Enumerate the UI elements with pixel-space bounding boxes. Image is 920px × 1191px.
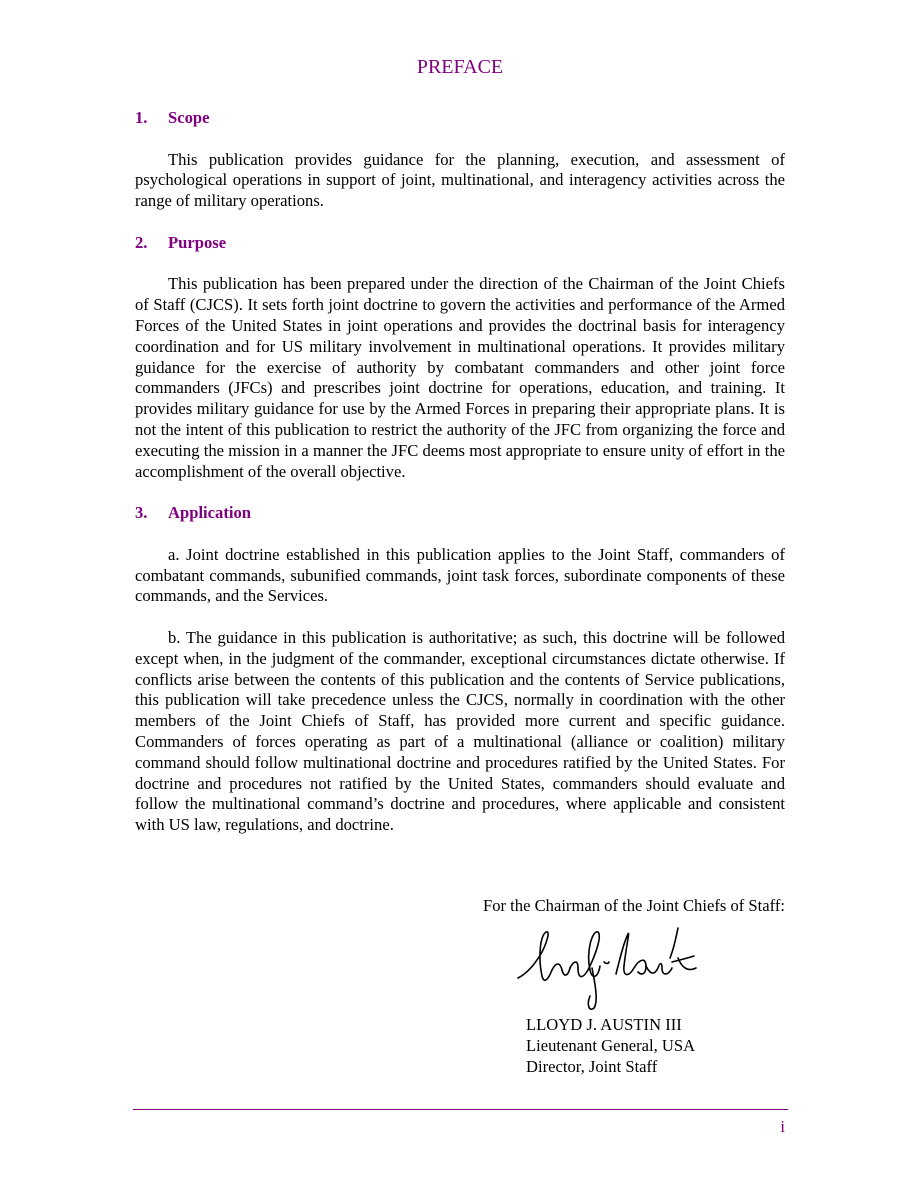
- section-title: Application: [168, 503, 251, 523]
- paragraph: b. The guidance in this publication is authoritative; as such, this doctrine will be followed except when, in the judgment of the commander, exceptional circumstances dictate otherwise. If conflicts arise between the contents of this publication and the contents of Service publications, this publication will take precedence unless the CJCS, normally in coordination with the other members of the Joint Chiefs of Staff, has provided more current and specific guidance. Commanders of forces operating as part of a multinational (alliance or coalition) military command should follow multinational doctrine and procedures ratified by the United States. For doctrine and procedures not ratified by the United States, commanders should evaluate and follow the multinational command’s doctrine and procedures, where applicable and consistent with US law, regulations, and doctrine.: [135, 627, 785, 835]
- section-title: Purpose: [168, 232, 227, 252]
- section-purpose: [135, 233, 785, 483]
- signer-name: LLOYD J. AUSTIN III: [526, 1015, 682, 1034]
- section-number: 3.: [135, 503, 148, 523]
- page-number: i: [780, 1117, 785, 1136]
- paragraph: a. Joint doctrine established in this publication applies to the Joint Staff, commanders of combatant commands, subunified commands, joint task forces, subordinate components of these commands, and the Services.: [135, 544, 785, 606]
- signature-image: [512, 918, 712, 1013]
- document-body: [135, 108, 785, 857]
- section-application: [135, 503, 785, 836]
- paragraph: This publication has been prepared under the direction of the Chairman of the Joint Chiefs of Staff (CJCS). It sets forth joint doctrine to govern the activities and performance of the Armed Forces of the United States in joint operations and provides the doctrinal basis for interagency coordination and for US military involvement in multinational operations. It provides military guidance for the exercise of authority by combatant commanders and other joint force commanders (JFCs) and prescribes joint doctrine for operations, education, and training. It provides military guidance for use by the Armed Forces in preparing their appropriate plans. It is not the intent of this publication to restrict the authority of the JFC from organizing the force and executing the mission in a manner the JFC deems most appropriate to ensure unity of effort in the accomplishment of the overall objective.: [135, 274, 785, 481]
- signoff-line: For the Chairman of the Joint Chiefs of Staff:: [482, 896, 785, 915]
- section-number: 1.: [135, 108, 148, 127]
- paragraph: This publication provides guidance for the planning, execution, and assessment of psychological operations in support of joint, multinational, and interagency activities across the range of military operations.: [135, 149, 785, 211]
- footer-divider: [133, 1109, 788, 1110]
- section-number: 2.: [135, 232, 148, 252]
- signer-block: [526, 1015, 695, 1077]
- page-title: PREFACE: [416, 56, 504, 78]
- signer-rank: Lieutenant General, USA: [526, 1035, 696, 1055]
- section-heading: [135, 108, 785, 129]
- section-scope: [135, 108, 785, 212]
- section-title: Scope: [168, 108, 210, 127]
- section-heading: [135, 503, 785, 524]
- signer-position: Director, Joint Staff: [526, 1056, 658, 1076]
- section-heading: [135, 233, 785, 254]
